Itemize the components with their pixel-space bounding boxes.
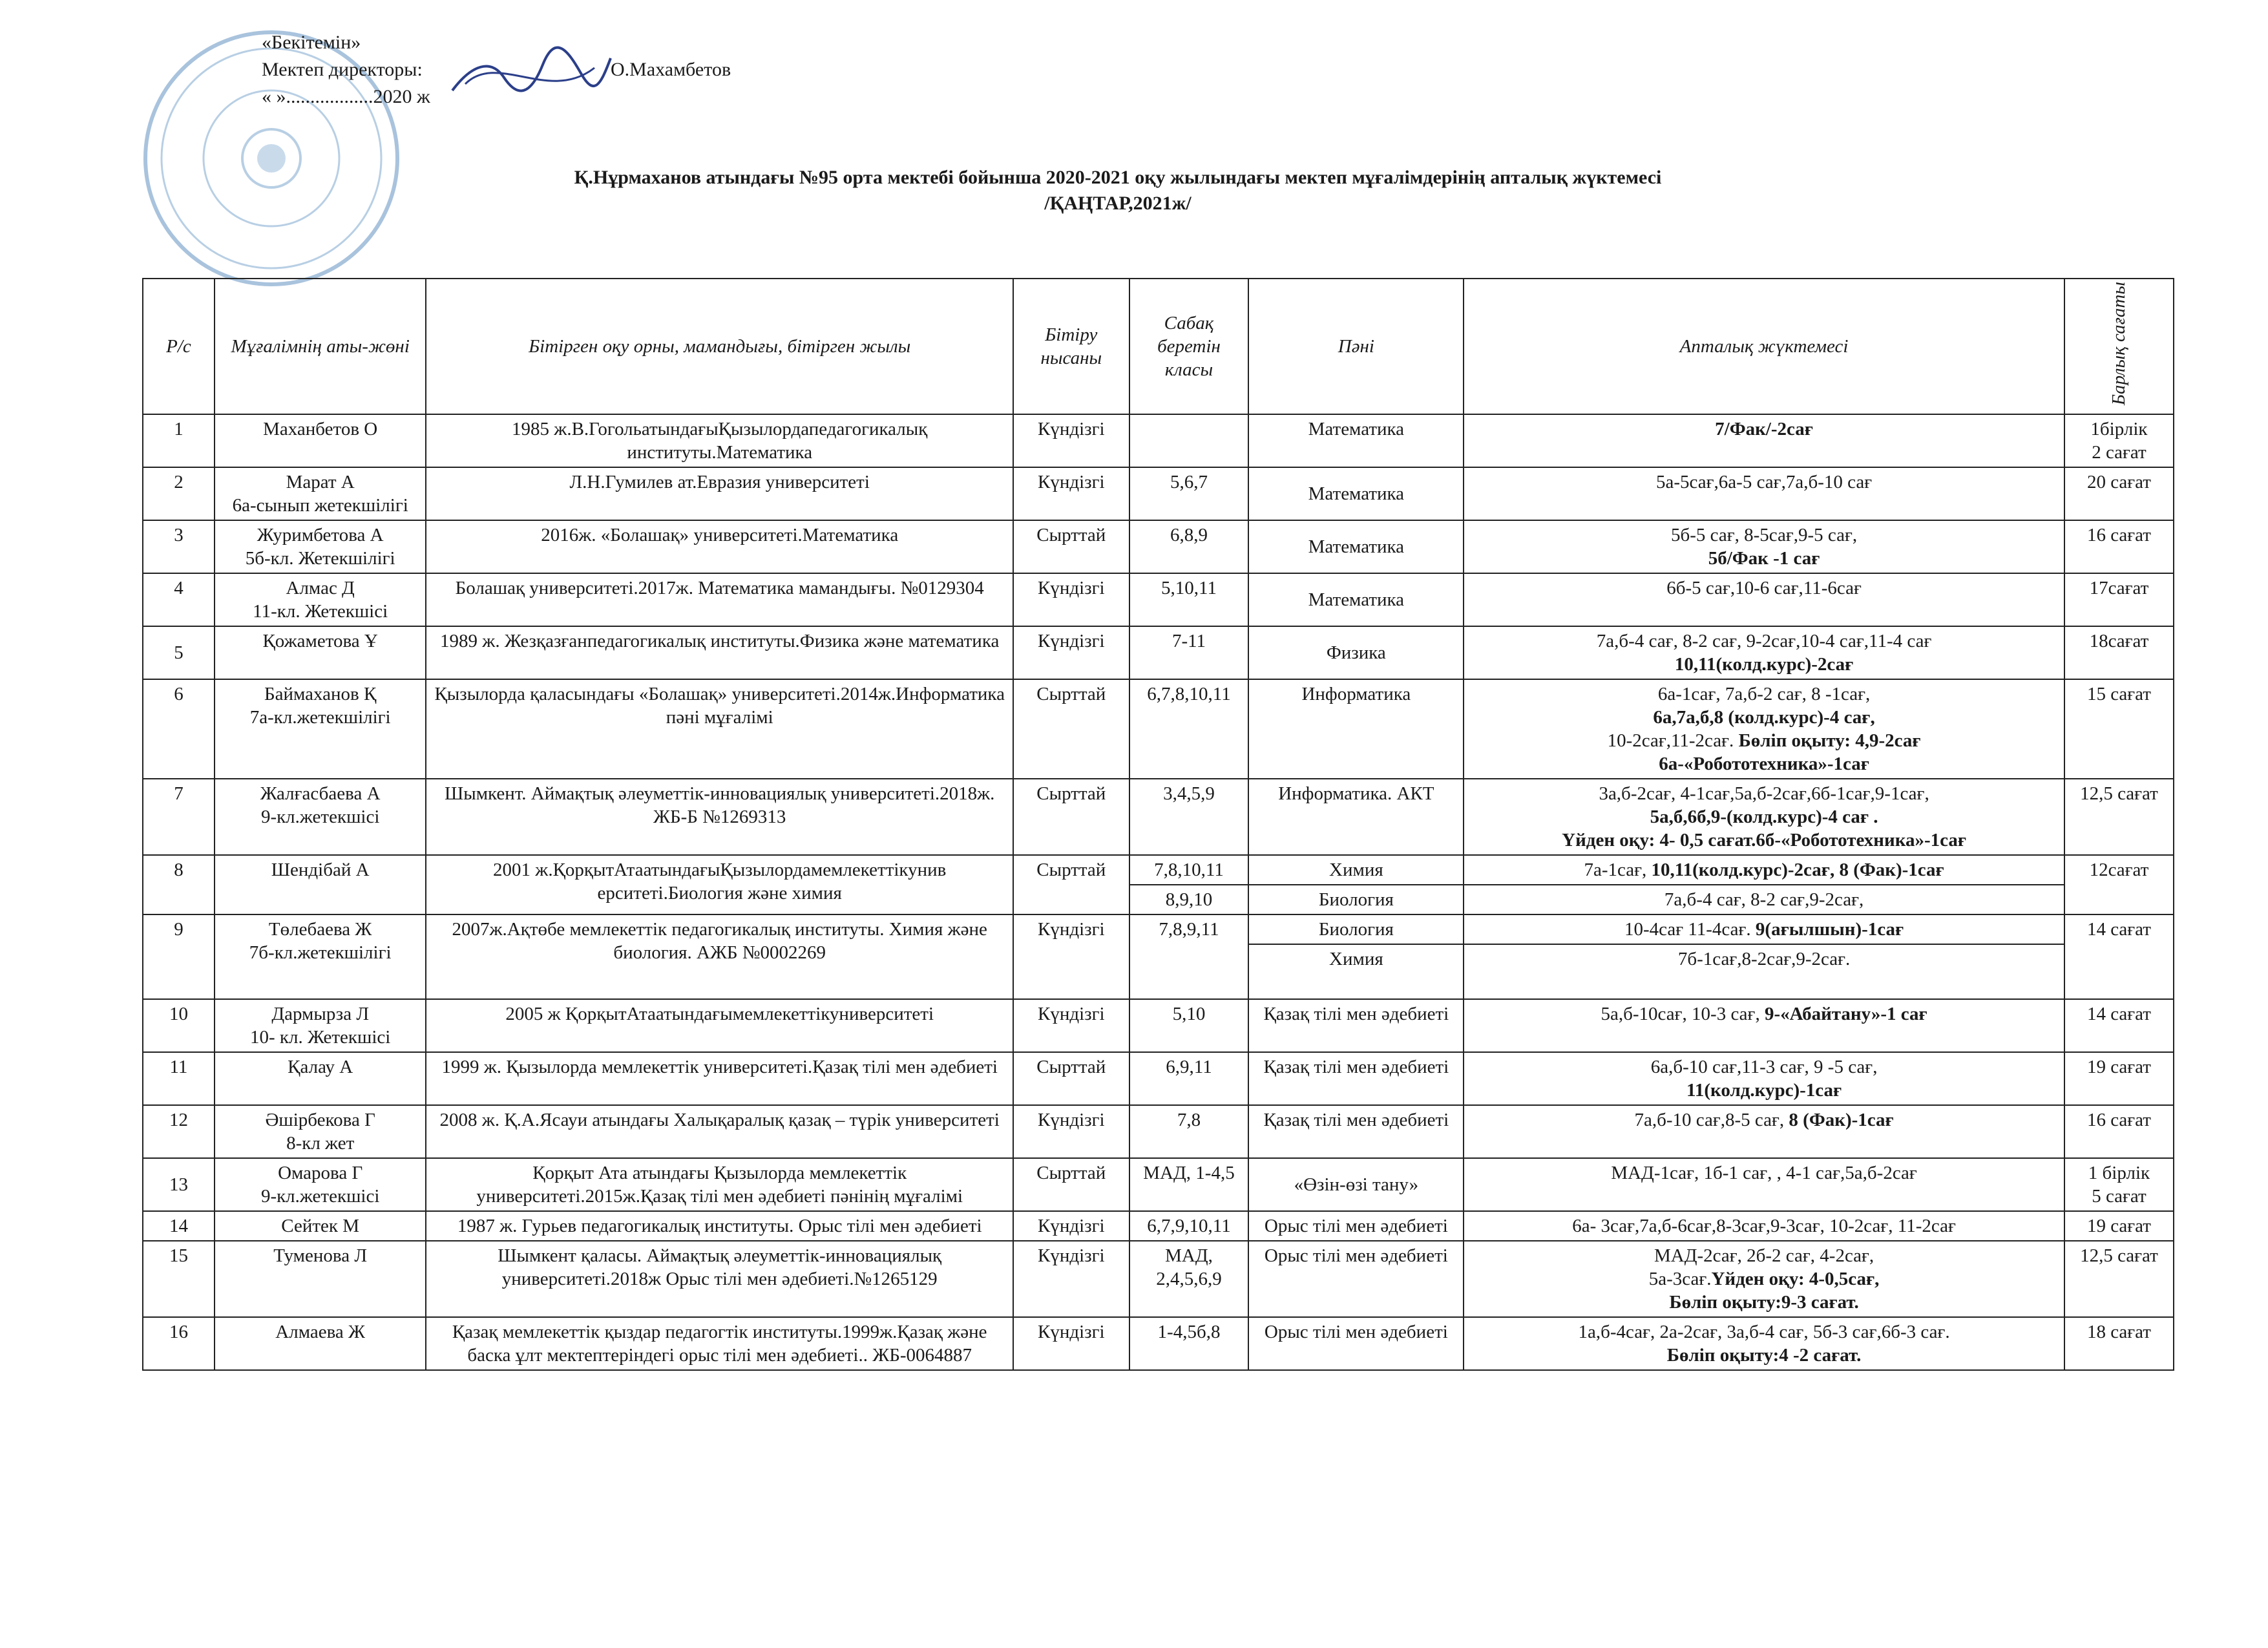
education-cell: 2001 ж.ҚорқытАтаатындағыҚызылордамемлекеттікунив ерситеті.Биология және химия	[426, 855, 1013, 914]
hours-cell: 16 сағат	[2064, 1105, 2174, 1158]
col-header-load: Апталық жүктемесі	[1464, 279, 2064, 414]
classes-cell: 3,4,5,9	[1129, 779, 1249, 855]
classes-cell: 6,7,8,10,11	[1129, 679, 1249, 779]
form-cell: Күндізгі	[1013, 1211, 1129, 1241]
load-text: 5а,б-10сағ, 10-3 сағ,	[1601, 1004, 1760, 1025]
teacher-cell	[215, 1211, 426, 1241]
form-cell: Сырттай	[1013, 779, 1129, 855]
table-header-row	[143, 279, 2174, 414]
subject-cell: Қазақ тілі мен әдебиеті	[1248, 999, 1464, 1052]
load-bold: Үйден оқу: 4- 0,5 сағат.6б-«Робототехника»-1сағ	[1562, 830, 1967, 851]
form-cell: Күндізгі	[1013, 1105, 1129, 1158]
teacher-cell	[215, 520, 426, 573]
table-row	[143, 855, 2174, 885]
teacher-cell	[215, 999, 426, 1052]
education-cell: Қорқыт Ата атындағы Қызылорда мемлекеттік университеті.2015ж.Қазақ тілі мен әдебиеті пәнінің мұғалімі	[426, 1158, 1013, 1211]
row-num: 8	[143, 855, 215, 914]
table-row	[143, 1158, 2174, 1211]
load-bold: 9-«Абайтану»-1 сағ	[1764, 1004, 1927, 1025]
approve-label: «Бекітемін»	[262, 32, 361, 53]
education-cell: Болашақ университеті.2017ж. Математика мамандығы. №0129304	[426, 573, 1013, 626]
teacher-cell	[215, 855, 426, 914]
table-row	[143, 1211, 2174, 1241]
classes-cell: 1-4,5б,8	[1129, 1317, 1249, 1370]
teacher-name: Баймаханов Қ	[264, 684, 377, 705]
director-name: О.Махамбетов	[611, 59, 731, 80]
load-cell	[1464, 626, 2064, 679]
load-line: 1а,б-4сағ, 2а-2сағ, 3а,б-4 сағ, 5б-3 сағ,6б-3 сағ.	[1578, 1322, 1950, 1343]
classes-cell: 5,6,7	[1129, 467, 1249, 520]
form-cell: Күндізгі	[1013, 1241, 1129, 1317]
col-header-hours	[2064, 279, 2174, 414]
row-num: 4	[143, 573, 215, 626]
education-cell: Қазақ мемлекеттік қыздар педагогтік институты.1999ж.Қазақ және баска ұлт мектептеріндегі орыс тілі мен әдебиеті.. ЖБ-0064887	[426, 1317, 1013, 1370]
classes-cell: МАД, 2,4,5,6,9	[1129, 1241, 1249, 1317]
hours-cell	[2064, 1158, 2174, 1211]
teacher-cell	[215, 1052, 426, 1105]
load-cell	[1464, 414, 2064, 467]
education-cell: 2007ж.Ақтөбе мемлекеттік педагогикалық институты. Химия және биология. АЖБ №0002269	[426, 914, 1013, 999]
table-row	[143, 1241, 2174, 1317]
load-line: 7а,б-4 сағ, 8-2 сағ, 9-2сағ,10-4 сағ,11-4 сағ	[1596, 631, 1932, 652]
hours-cell: 18сағат	[2064, 626, 2174, 679]
teacher-cell	[215, 467, 426, 520]
row-num: 7	[143, 779, 215, 855]
row-num: 11	[143, 1052, 215, 1105]
classes-cell: 7-11	[1129, 626, 1249, 679]
approval-date: « »..................2020 ж	[262, 86, 430, 107]
hours-cell: 16 сағат	[2064, 520, 2174, 573]
col-header-education: Бітірген оқу орны, мамандығы, бітірген жылы	[426, 279, 1013, 414]
education-cell: Шымкент. Аймақтық әлеуметтік-инновациялық университеті.2018ж. ЖБ-Б №1269313	[426, 779, 1013, 855]
teacher-cell	[215, 679, 426, 779]
education-cell: 2005 ж ҚорқытАтаатындағымемлекеттікуниверситеті	[426, 999, 1013, 1052]
load-bold: 7/Фак/-2сағ	[1715, 419, 1813, 440]
form-cell: Сырттай	[1013, 1158, 1129, 1211]
form-cell: Күндізгі	[1013, 414, 1129, 467]
row-num: 12	[143, 1105, 215, 1158]
form-cell: Сырттай	[1013, 1052, 1129, 1105]
load-cell: 5а-5сағ,6а-5 сағ,7а,б-10 сағ	[1464, 467, 2064, 520]
table-row	[143, 779, 2174, 855]
document-title	[149, 165, 2087, 217]
hours-cell	[2064, 414, 2174, 467]
education-cell: 2016ж. «Болашақ» университеті.Математика	[426, 520, 1013, 573]
load-line	[1469, 1267, 2059, 1291]
load-cell: МАД-1сағ, 1б-1 сағ, , 4-1 сағ,5а,б-2сағ	[1464, 1158, 2064, 1211]
education-cell: Л.Н.Гумилев ат.Евразия университеті	[426, 467, 1013, 520]
load-line: 5б-5 сағ, 8-5сағ,9-5 сағ,	[1670, 525, 1858, 546]
classes-cell	[1129, 414, 1249, 467]
load-text: 5а-3сағ.	[1648, 1269, 1712, 1290]
teacher-cell	[215, 626, 426, 679]
teacher-cell	[215, 914, 426, 999]
row-num: 5	[143, 626, 215, 679]
col-header-classes: Сабақ беретін класы	[1129, 279, 1249, 414]
classes-cell: 8,9,10	[1129, 885, 1249, 914]
teacher-role: 10- кл. Жетекшісі	[250, 1027, 391, 1048]
hours-line-1: 1 бірлік	[2088, 1163, 2150, 1184]
teacher-cell	[215, 1105, 426, 1158]
row-num: 9	[143, 914, 215, 999]
teacher-role: 6а-сынып жетекшілігі	[232, 495, 408, 516]
load-cell	[1464, 1052, 2064, 1105]
director-signature	[446, 39, 614, 110]
hours-line-2: 5 сағат	[2092, 1186, 2147, 1207]
row-num: 10	[143, 999, 215, 1052]
row-num: 16	[143, 1317, 215, 1370]
table-row	[143, 1317, 2174, 1370]
form-cell: Күндізгі	[1013, 914, 1129, 999]
row-num: 2	[143, 467, 215, 520]
hours-cell: 12,5 сағат	[2064, 779, 2174, 855]
classes-cell: 7,8,9,11	[1129, 914, 1249, 999]
load-line: МАД-2сағ, 2б-2 сағ, 4-2сағ,	[1654, 1245, 1874, 1267]
load-bold: 6а,7а,б,8 (колд.курс)-4 сағ,	[1653, 707, 1875, 728]
subject-cell: Информатика	[1248, 679, 1464, 779]
load-bold: Бөліп оқыту:9-3 сағат.	[1669, 1292, 1859, 1313]
teacher-cell	[215, 1158, 426, 1211]
director-label: Мектеп директоры:	[262, 59, 423, 80]
load-cell	[1464, 1241, 2064, 1317]
subject-cell: Математика	[1248, 467, 1464, 520]
table-row	[143, 520, 2174, 573]
load-cell: 6б-5 сағ,10-6 сағ,11-6сағ	[1464, 573, 2064, 626]
title-line-2: /ҚАҢТАР,2021ж/	[1044, 193, 1192, 214]
load-cell	[1464, 679, 2064, 779]
education-cell: 1985 ж.В.ГогольатындағыҚызылордапедагогикалық институты.Математика	[426, 414, 1013, 467]
load-bold: 8 (Фак)-1сағ	[1789, 1110, 1894, 1131]
load-bold: 5б/Фак -1 сағ	[1708, 548, 1820, 569]
teacher-role: 9-кл.жетекшісі	[260, 1186, 380, 1207]
hours-cell: 14 сағат	[2064, 999, 2174, 1052]
table-row	[143, 626, 2174, 679]
row-num: 13	[143, 1158, 215, 1211]
hours-cell: 18 сағат	[2064, 1317, 2174, 1370]
teacher-cell	[215, 573, 426, 626]
load-cell	[1464, 779, 2064, 855]
hours-cell: 17сағат	[2064, 573, 2174, 626]
approval-block	[262, 29, 731, 111]
form-cell: Күндізгі	[1013, 999, 1129, 1052]
hours-cell: 14 сағат	[2064, 914, 2174, 999]
load-cell: 6а- 3сағ,7а,б-6сағ,8-3сағ,9-3сағ, 10-2сағ, 11-2сағ	[1464, 1211, 2064, 1241]
table-row	[143, 1105, 2174, 1158]
teacher-role: 11-кл. Жетекшісі	[253, 601, 388, 622]
subject-cell: Қазақ тілі мен әдебиеті	[1248, 1105, 1464, 1158]
col-header-subject: Пәні	[1248, 279, 1464, 414]
hours-cell: 15 сағат	[2064, 679, 2174, 779]
classes-cell: 7,8,10,11	[1129, 855, 1249, 885]
teacher-name: Жалғасбаева А	[260, 783, 381, 805]
teacher-name: Марат А	[286, 472, 355, 493]
hours-header-text: Барлық сағаты	[2108, 282, 2130, 406]
subject-cell: Информатика. АКТ	[1248, 779, 1464, 855]
row-num: 14	[143, 1211, 215, 1241]
teacher-name: Сейтек М	[281, 1216, 360, 1237]
classes-cell: 6,9,11	[1129, 1052, 1249, 1105]
education-cell: 1999 ж. Қызылорда мемлекеттік университеті.Қазақ тілі мен әдебиеті	[426, 1052, 1013, 1105]
teacher-name: Төлебаева Ж	[268, 919, 372, 940]
table-row	[143, 467, 2174, 520]
load-cell	[1464, 855, 2064, 885]
table-row	[143, 573, 2174, 626]
load-cell	[1464, 1105, 2064, 1158]
teacher-name: Алмас Д	[286, 578, 355, 599]
teacher-role: 7б-кл.жетекшілігі	[249, 942, 392, 964]
education-cell: Шымкент қаласы. Аймақтық әлеуметтік-инновациялық университеті.2018ж Орыс тілі мен әдебиеті.№1265129	[426, 1241, 1013, 1317]
teacher-cell	[215, 414, 426, 467]
load-bold: Үйден оқу: 4-0,5сағ,	[1711, 1269, 1880, 1290]
col-header-teacher: Мұғалімнің аты-жөні	[215, 279, 426, 414]
subject-cell: Биология	[1248, 885, 1464, 914]
hours-line-1: 1бірлік	[2090, 419, 2148, 440]
form-cell: Күндізгі	[1013, 1317, 1129, 1370]
classes-cell: МАД, 1-4,5	[1129, 1158, 1249, 1211]
load-cell	[1464, 1317, 2064, 1370]
teacher-name: Қожаметова Ұ	[262, 631, 378, 652]
subject-cell: Математика	[1248, 573, 1464, 626]
teacher-role: 9-кл.жетекшісі	[260, 807, 380, 828]
teacher-role: 5б-кл. Жетекшілігі	[245, 548, 395, 569]
subject-cell: Химия	[1248, 944, 1464, 999]
teacher-role: 8-кл жет	[286, 1133, 355, 1154]
classes-cell: 6,7,9,10,11	[1129, 1211, 1249, 1241]
teacher-name: Журимбетова А	[257, 525, 384, 546]
load-text: 7а,б-10 сағ,8-5 сағ,	[1634, 1110, 1785, 1131]
subject-cell: Биология	[1248, 914, 1464, 944]
classes-cell: 6,8,9	[1129, 520, 1249, 573]
hours-cell: 19 сағат	[2064, 1052, 2174, 1105]
teacher-cell	[215, 779, 426, 855]
teacher-cell	[215, 1241, 426, 1317]
table-row	[143, 1052, 2174, 1105]
table-row	[143, 999, 2174, 1052]
load-line: 6а,б-10 сағ,11-3 сағ, 9 -5 сағ,	[1650, 1057, 1878, 1078]
load-bold: 11(колд.курс)-1сағ	[1686, 1080, 1842, 1101]
load-cell	[1464, 520, 2064, 573]
load-bold: Бөліп оқыту: 4,9-2сағ	[1738, 730, 1921, 752]
classes-cell: 7,8	[1129, 1105, 1249, 1158]
hours-cell: 12,5 сағат	[2064, 1241, 2174, 1317]
load-bold: 10,11(колд.курс)-2сағ, 8 (Фак)-1сағ	[1651, 860, 1944, 881]
teacher-name: Алмаева Ж	[275, 1322, 366, 1343]
row-num: 3	[143, 520, 215, 573]
subject-cell: Қазақ тілі мен әдебиеті	[1248, 1052, 1464, 1105]
row-num: 15	[143, 1241, 215, 1317]
teacher-name: Қалау А	[288, 1057, 353, 1078]
subject-cell: Математика	[1248, 414, 1464, 467]
teacher-name: Маханбетов О	[263, 419, 378, 440]
load-cell: 7а,б-4 сағ, 8-2 сағ,9-2сағ,	[1464, 885, 2064, 914]
load-bold: 10,11(колд.курс)-2сағ	[1674, 654, 1854, 675]
classes-cell: 5,10,11	[1129, 573, 1249, 626]
education-cell: 1989 ж. Жезқазғанпедагогикалық институты.Физика және математика	[426, 626, 1013, 679]
form-cell: Сырттай	[1013, 855, 1129, 914]
form-cell: Сырттай	[1013, 679, 1129, 779]
title-line-1: Қ.Нұрмаханов атындағы №95 орта мектебі бойынша 2020-2021 оқу жылындағы мектеп мұғалімдерінің апталық жүктемесі	[574, 167, 1662, 188]
education-cell: 1987 ж. Гурьев педагогикалық институты. Орыс тілі мен әдебиеті	[426, 1211, 1013, 1241]
subject-cell: Орыс тілі мен әдебиеті	[1248, 1317, 1464, 1370]
teacher-name: Әшірбекова Г	[265, 1110, 375, 1131]
classes-cell: 5,10	[1129, 999, 1249, 1052]
subject-cell: Орыс тілі мен әдебиеті	[1248, 1211, 1464, 1241]
teacher-role: 7а-кл.жетекшілігі	[249, 707, 391, 728]
load-line: 3а,б-2сағ, 4-1сағ,5а,б-2сағ,6б-1сағ,9-1сағ,	[1599, 783, 1929, 805]
hours-cell: 20 сағат	[2064, 467, 2174, 520]
teacher-name: Омарова Г	[278, 1163, 363, 1184]
education-cell: Қызылорда қаласындағы «Болашақ» университеті.2014ж.Информатика пәні мұғалімі	[426, 679, 1013, 779]
hours-cell: 12сағат	[2064, 855, 2174, 914]
education-cell: 2008 ж. Қ.А.Ясауи атындағы Халықаралық қазақ – түрік университеті	[426, 1105, 1013, 1158]
teacher-name: Шендібай А	[271, 860, 370, 881]
table-row	[143, 914, 2174, 944]
load-text: 10-4сағ 11-4сағ.	[1624, 919, 1751, 940]
load-line: 6а-1сағ, 7а,б-2 сағ, 8 -1сағ,	[1657, 684, 1871, 705]
table-row	[143, 679, 2174, 779]
subject-cell: Орыс тілі мен әдебиеті	[1248, 1241, 1464, 1317]
subject-cell: Физика	[1248, 626, 1464, 679]
load-text: 7а-1сағ,	[1584, 860, 1647, 881]
row-num: 6	[143, 679, 215, 779]
load-cell: 7б-1сағ,8-2сағ,9-2сағ.	[1464, 944, 2064, 999]
teacher-load-table	[142, 278, 2174, 1371]
col-header-form: Бітіру нысаны	[1013, 279, 1129, 414]
teacher-name: Дармырза Л	[271, 1004, 369, 1025]
form-cell: Күндізгі	[1013, 467, 1129, 520]
load-cell	[1464, 999, 2064, 1052]
form-cell: Сырттай	[1013, 520, 1129, 573]
load-cell	[1464, 914, 2064, 944]
col-header-num: Р/с	[143, 279, 215, 414]
hours-line-2: 2 сағат	[2092, 442, 2147, 463]
subject-cell: Химия	[1248, 855, 1464, 885]
table-row	[143, 414, 2174, 467]
form-cell: Күндізгі	[1013, 573, 1129, 626]
form-cell: Күндізгі	[1013, 626, 1129, 679]
load-bold: 5а,б,6б,9-(колд.курс)-4 сағ .	[1650, 807, 1878, 828]
load-bold: Бөліп оқыту:4 -2 сағат.	[1666, 1345, 1862, 1366]
teacher-cell	[215, 1317, 426, 1370]
load-bold: 9(ағылшын)-1сағ	[1755, 919, 1904, 940]
load-text: 10-2сағ,11-2сағ.	[1607, 730, 1734, 752]
subject-cell: Математика	[1248, 520, 1464, 573]
subject-cell: «Өзін-өзі тану»	[1248, 1158, 1464, 1211]
hours-cell: 19 сағат	[2064, 1211, 2174, 1241]
load-line	[1469, 729, 2059, 752]
row-num: 1	[143, 414, 215, 467]
teacher-name: Туменова Л	[273, 1245, 368, 1267]
load-bold: 6а-«Робототехника»-1сағ	[1659, 754, 1869, 775]
